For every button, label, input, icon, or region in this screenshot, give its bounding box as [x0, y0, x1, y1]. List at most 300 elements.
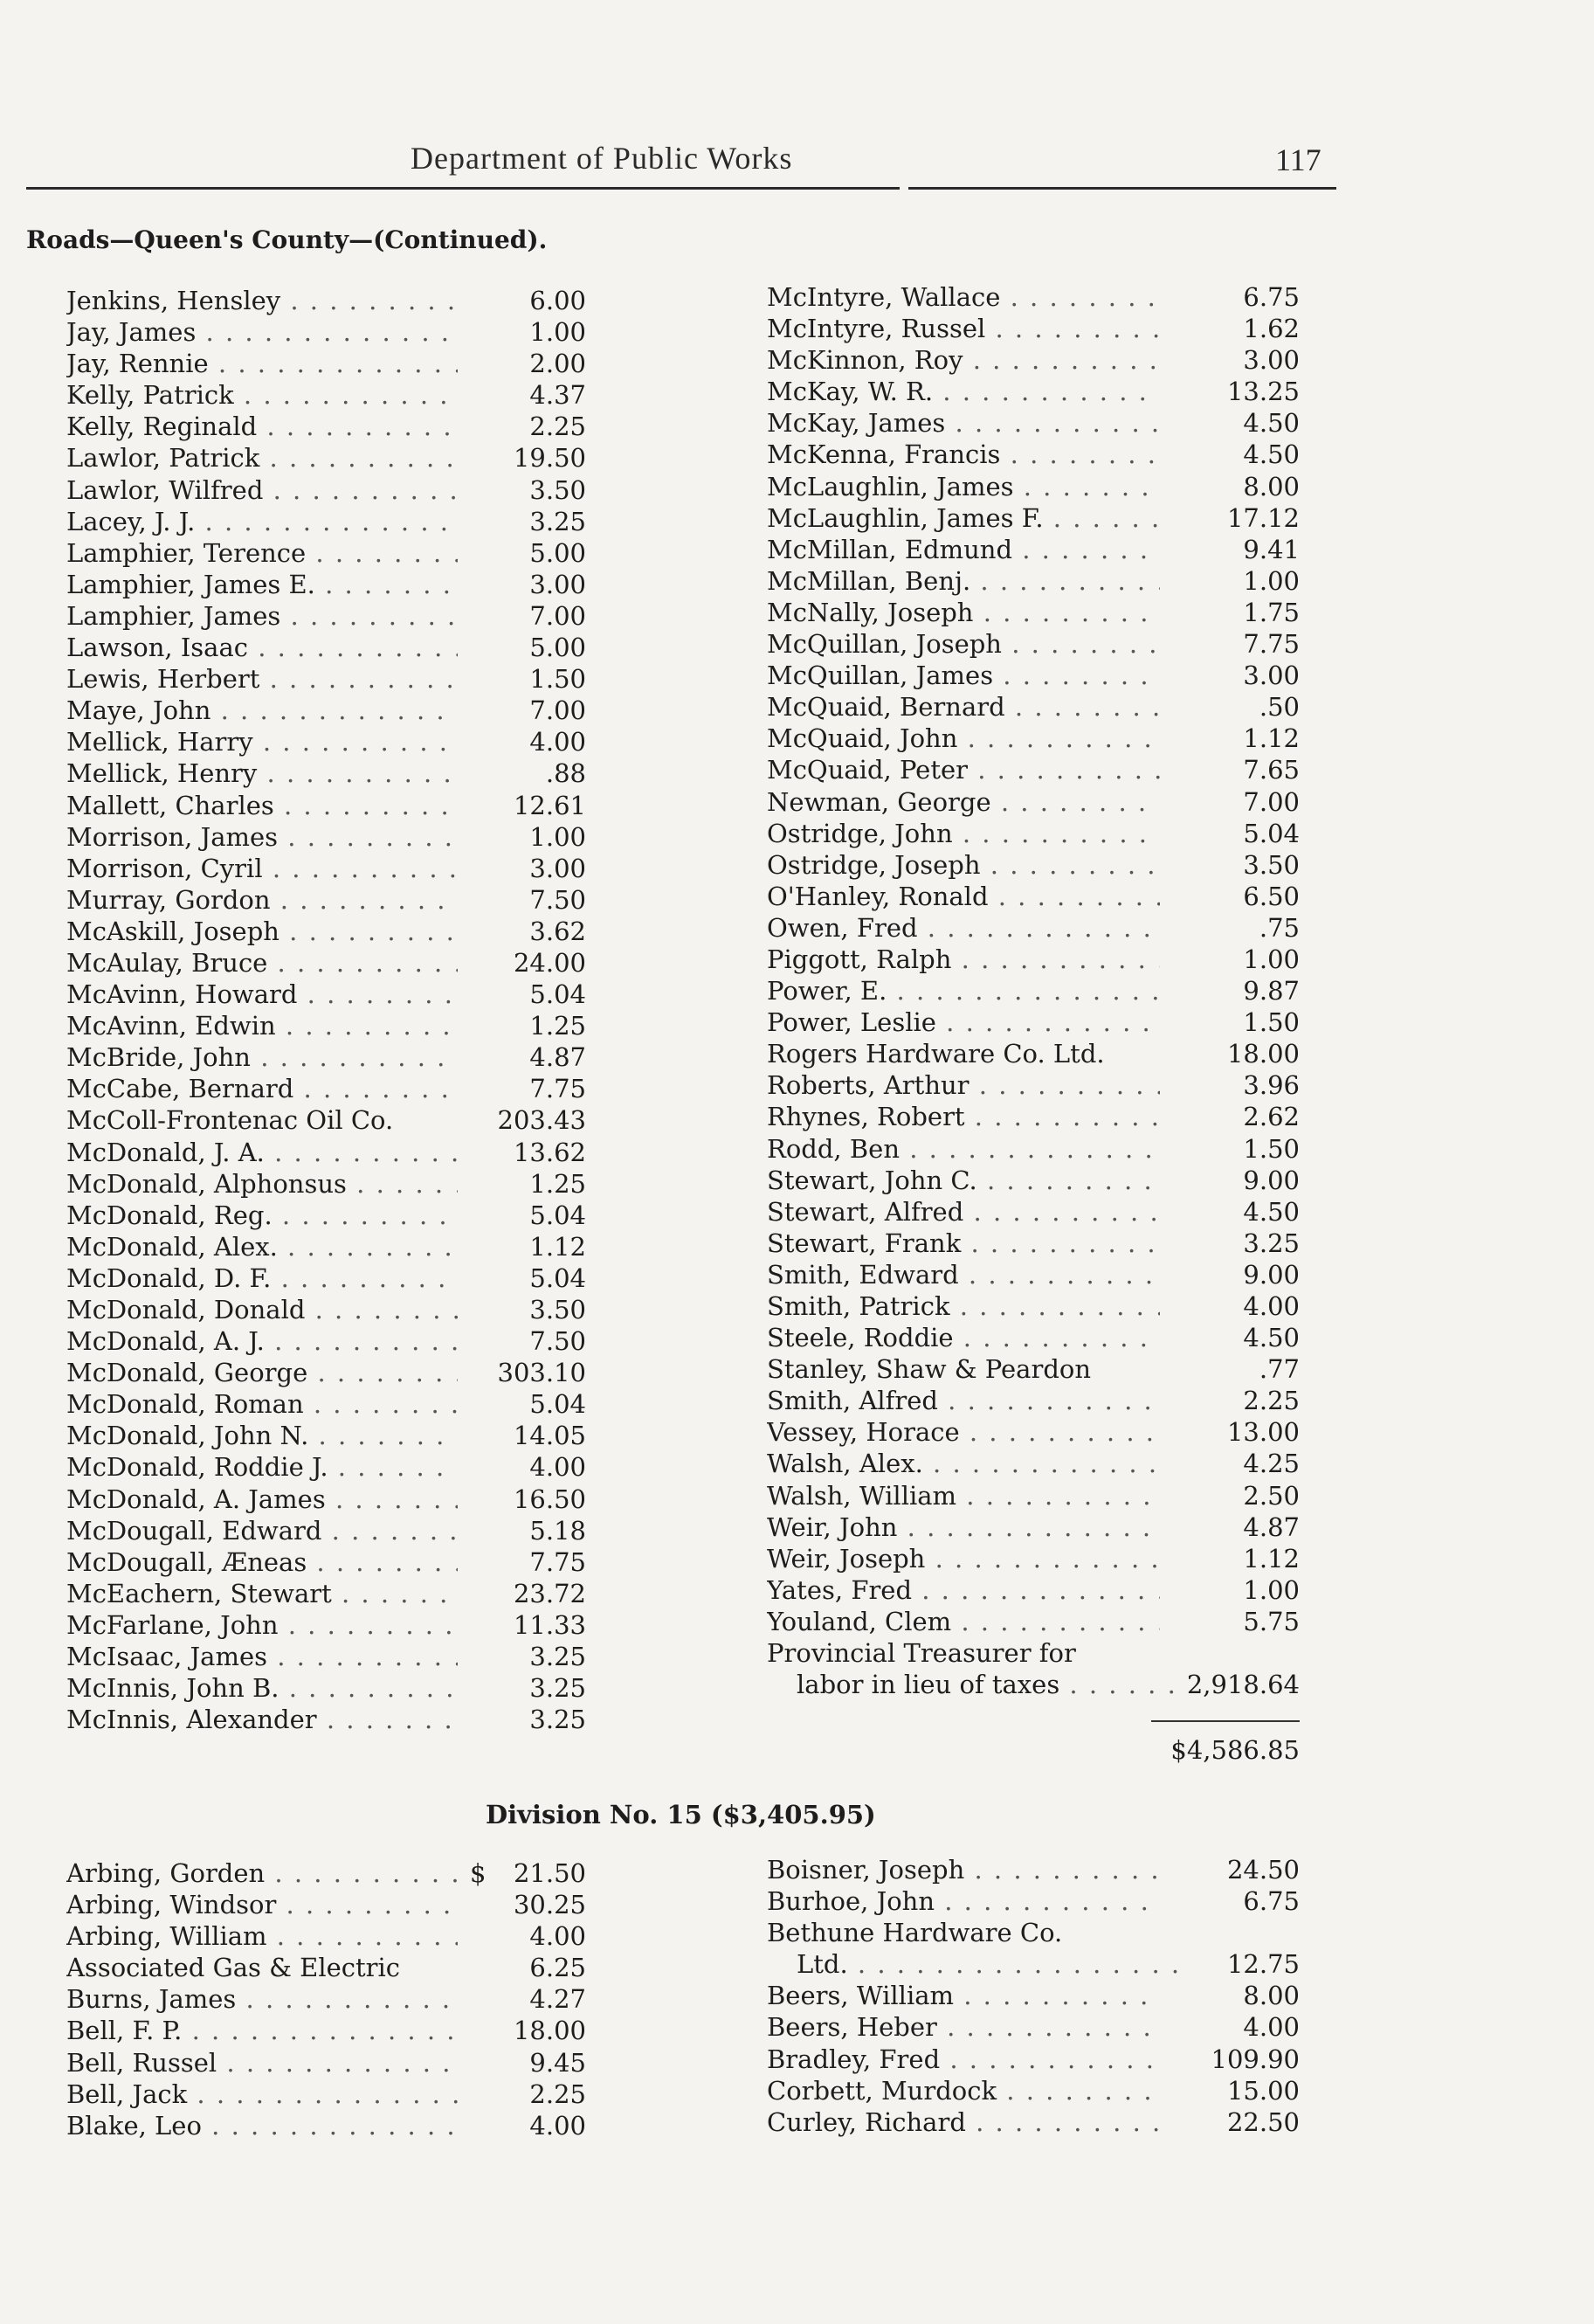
payment-amount: 3.00 — [529, 569, 586, 599]
payment-amount: 9.45 — [529, 2047, 586, 2078]
payee-name: Power, E. . . . — [767, 975, 1160, 1006]
payment-amount: 2.50 — [1243, 1480, 1300, 1511]
payment-amount: 6.75 — [1243, 1886, 1300, 1917]
ledger-row — [767, 1606, 1301, 1637]
ledger-row — [767, 2075, 1301, 2106]
payment-amount: 7.00 — [1243, 786, 1300, 817]
ledger-row — [767, 818, 1301, 849]
ledger-row — [767, 502, 1301, 534]
queens-total: $4,586.85 — [1170, 1735, 1300, 1765]
payee-name: Piggott, Ralph . . . — [767, 944, 1160, 975]
ledger-row — [66, 1920, 590, 1952]
ledger-row — [66, 695, 590, 726]
payee-name: McDonald, Roddie J. . . . — [66, 1451, 458, 1483]
ledger-row — [66, 947, 590, 979]
payment-amount: 15.00 — [1226, 2075, 1300, 2106]
payment-amount: 109.90 — [1211, 2044, 1300, 2074]
ledger-row — [66, 1952, 590, 1983]
payment-amount: 1.00 — [1243, 565, 1300, 596]
ledger-row — [767, 1069, 1301, 1101]
payee-name: McAvinn, Edwin . . . — [66, 1010, 458, 1041]
payee-name: Lewis, Herbert . . . — [66, 663, 458, 695]
ledger-row — [767, 786, 1301, 818]
payee-name: Jenkins, Hensley . . . — [66, 285, 458, 316]
payee-name: Lamphier, James E. . . . — [66, 569, 458, 600]
payment-amount: 18.00 — [513, 2016, 586, 2046]
ledger-row — [66, 379, 590, 411]
payee-name: Lawlor, Wilfred . . . — [66, 474, 458, 506]
ledger-row — [66, 2047, 590, 2078]
payment-amount: 203.43 — [497, 1105, 586, 1136]
payee-name: McQuillan, Joseph . . . — [767, 628, 1160, 660]
section-title: Roads—Queen's County—(Continued). — [26, 225, 548, 254]
payee-name: Jay, James . . . — [66, 316, 458, 348]
ledger-row — [66, 1484, 590, 1515]
ledger-row — [767, 975, 1301, 1006]
payment-amount: 6.25 — [529, 1953, 586, 1983]
payment-amount: 13.00 — [1226, 1417, 1300, 1448]
payment-amount: 2.25 — [529, 412, 586, 442]
ledger-row — [66, 1451, 590, 1483]
payment-amount: 17.12 — [1226, 502, 1300, 533]
payee-name: McIsaac, James . . . — [66, 1641, 458, 1672]
payment-amount: 4.00 — [529, 1452, 586, 1483]
payee-name: McKay, James . . . — [767, 407, 1160, 439]
payee-name: McQuaid, Peter . . . — [767, 754, 1160, 785]
payment-amount: 24.50 — [1226, 1855, 1300, 1885]
payee-name: McDonald, John N. . . . — [66, 1420, 458, 1451]
payment-amount: 6.75 — [1243, 282, 1300, 312]
payment-amount: 2.62 — [1243, 1102, 1300, 1132]
payee-name: McIntyre, Russel . . . — [767, 313, 1160, 344]
payee-name: McLaughlin, James F. . . . — [767, 502, 1160, 534]
payee-name: Stanley, Shaw & Peardon — [767, 1354, 1092, 1385]
ledger-row — [767, 912, 1301, 944]
ledger-row — [767, 407, 1301, 439]
payee-name: Lacey, J. J. . . . — [66, 506, 458, 537]
payee-name: McFarlane, John . . . — [66, 1609, 458, 1641]
payment-amount: 1.62 — [1243, 314, 1300, 344]
ledger-row — [66, 1546, 590, 1578]
ledger-row — [767, 1416, 1301, 1448]
payee-name: Stewart, Frank . . . — [767, 1228, 1160, 1259]
ledger-row — [767, 439, 1301, 470]
ledger-row — [66, 916, 590, 947]
ledger-row — [66, 442, 590, 474]
payment-amount: 8.00 — [1243, 1981, 1300, 2011]
division-heading: Division No. 15 ($3,405.95) — [486, 1800, 876, 1829]
payee-name: Walsh, Alex. . . . — [767, 1448, 1160, 1479]
ledger-row — [767, 1980, 1301, 2011]
payment-amount: 23.72 — [513, 1578, 586, 1608]
payment-amount: 1.50 — [1243, 1133, 1300, 1164]
payment-amount: 3.00 — [1243, 345, 1300, 376]
payment-amount: 9.00 — [1243, 1165, 1300, 1195]
ledger-row — [66, 1641, 590, 1672]
ledger-row — [66, 1857, 590, 1889]
page-header — [26, 140, 1336, 192]
payment-amount: 21.50 — [513, 1858, 586, 1888]
ledger-row — [767, 881, 1301, 912]
ledger-row — [66, 1010, 590, 1041]
payee-name: McBride, John . . . — [66, 1041, 458, 1073]
payee-name: Youland, Clem . . . — [767, 1606, 1160, 1637]
payee-name: Lamphier, Terence . . . — [66, 537, 458, 569]
payment-amount: 3.25 — [529, 1705, 586, 1735]
ledger-row — [66, 1420, 590, 1451]
payee-name: Bethune Hardware Co. — [767, 1918, 1063, 1948]
ledger-row — [767, 691, 1301, 723]
header-rule-left — [26, 187, 900, 190]
payee-name: Roberts, Arthur . . . — [767, 1069, 1160, 1101]
payee-name: McLaughlin, James . . . — [767, 471, 1160, 502]
payment-amount: 7.50 — [529, 1326, 586, 1357]
ledger-row — [66, 632, 590, 663]
ledger-row — [767, 849, 1301, 881]
payee-name: Lawson, Isaac . . . — [66, 632, 458, 663]
payment-amount: 3.96 — [1243, 1070, 1300, 1101]
payee-name: McDougall, Edward . . . — [66, 1515, 458, 1546]
payment-amount: 24.00 — [513, 947, 586, 978]
payment-amount: 2.25 — [529, 2078, 586, 2109]
payee-name: Smith, Patrick . . . — [767, 1290, 1160, 1322]
ledger-row — [66, 884, 590, 916]
payment-amount: 13.62 — [513, 1137, 586, 1167]
payment-amount: 1.25 — [529, 1168, 586, 1199]
ledger-row — [767, 1948, 1301, 1980]
ledger-row — [767, 1917, 1301, 1948]
payee-name: Beers, William . . . — [767, 1980, 1160, 2011]
payee-name: Arbing, Windsor . . . — [66, 1889, 458, 1920]
payment-amount: 6.50 — [1243, 881, 1300, 911]
payment-amount: 4.37 — [529, 380, 586, 411]
ledger-row — [767, 376, 1301, 407]
payment-amount: 5.04 — [529, 1262, 586, 1293]
payment-amount: 5.00 — [529, 633, 586, 663]
ledger-row — [66, 474, 590, 506]
ledger-row — [767, 1854, 1301, 1885]
ledger-row — [767, 2106, 1301, 2138]
ledger-row — [767, 1133, 1301, 1165]
payee-name: Burns, James . . . — [66, 1983, 458, 2015]
queens-left-column — [66, 285, 590, 1735]
ledger-row — [767, 1574, 1301, 1606]
payment-amount: 3.50 — [529, 1295, 586, 1325]
payee-name: McColl-Frontenac Oil Co. — [66, 1105, 394, 1136]
payment-amount: 18.00 — [1226, 1039, 1300, 1069]
payment-amount: 4.50 — [1243, 408, 1300, 439]
payee-name: McQuillan, James . . . — [767, 660, 1160, 691]
payment-amount: 1.00 — [529, 317, 586, 348]
payee-name: McDonald, J. A. . . . — [66, 1137, 458, 1168]
payee-name: McInnis, John B. . . . — [66, 1672, 458, 1704]
payment-amount: 14.05 — [513, 1421, 586, 1451]
payment-amount: 4.00 — [1243, 2012, 1300, 2043]
payee-name: McDonald, Alex. . . . — [66, 1231, 458, 1262]
payment-amount: 3.25 — [529, 1642, 586, 1672]
payee-name: Weir, Joseph . . . — [767, 1543, 1160, 1574]
payment-amount: 3.25 — [529, 506, 586, 536]
ledger-row — [767, 1038, 1301, 1069]
payee-name: Smith, Alfred . . . — [767, 1385, 1160, 1416]
payment-amount: 7.75 — [529, 1546, 586, 1577]
payee-name: Kelly, Patrick . . . — [66, 379, 458, 411]
payment-amount: 7.50 — [529, 884, 586, 915]
payee-name: Stewart, Alfred . . . — [767, 1196, 1160, 1228]
payee-name: Rogers Hardware Co. Ltd. — [767, 1039, 1105, 1069]
payment-amount: 30.25 — [513, 1890, 586, 1920]
payment-amount: .50 — [1259, 692, 1300, 723]
ledger-row — [66, 285, 590, 316]
ledger-row — [66, 1200, 590, 1231]
payment-amount: 13.25 — [1226, 377, 1300, 407]
payee-name: Power, Leslie . . . — [767, 1006, 1160, 1038]
payment-amount: 3.62 — [529, 916, 586, 946]
ledger-row — [767, 1543, 1301, 1574]
ledger-row — [767, 1006, 1301, 1038]
payee-name: McEachern, Stewart . . . — [66, 1578, 458, 1609]
payment-amount: 9.00 — [1243, 1259, 1300, 1290]
payment-amount: 22.50 — [1226, 2106, 1300, 2137]
payee-name: McDonald, Reg. . . . — [66, 1200, 458, 1231]
payee-name: Smith, Edward . . . — [767, 1259, 1160, 1290]
payee-name: Owen, Fred . . . — [767, 912, 1160, 944]
payee-name: labor in lieu of taxes . . . — [797, 1669, 1190, 1700]
payment-amount: 4.00 — [529, 2110, 586, 2141]
payee-name: Boisner, Joseph . . . — [767, 1854, 1160, 1885]
payment-amount: 3.50 — [529, 474, 586, 505]
payment-amount: 1.25 — [529, 1011, 586, 1041]
payee-name: McAskill, Joseph . . . — [66, 916, 458, 947]
ledger-row — [66, 1578, 590, 1609]
payee-name: Bell, Russel . . . — [66, 2047, 458, 2078]
payment-amount: 6.00 — [529, 286, 586, 315]
payee-name: McMillan, Benj. . . . — [767, 565, 1160, 597]
payment-amount: 4.00 — [529, 727, 586, 757]
payee-name: McDougall, Æneas . . . — [66, 1546, 458, 1578]
ledger-row — [767, 944, 1301, 975]
payment-amount: 5.04 — [529, 1389, 586, 1420]
payee-name: Beers, Heber . . . — [767, 2011, 1160, 2043]
ledger-row — [66, 1609, 590, 1641]
ledger-row — [66, 569, 590, 600]
payment-amount: 11.33 — [513, 1609, 586, 1640]
ledger-row — [767, 281, 1301, 313]
ledger-row — [767, 660, 1301, 691]
payee-name: Stewart, John C. . . . — [767, 1165, 1160, 1196]
ledger-row — [66, 1168, 590, 1200]
payment-amount: 2.00 — [529, 349, 586, 379]
ledger-row — [767, 471, 1301, 502]
payee-name: Morrison, James . . . — [66, 821, 458, 853]
ledger-row — [767, 1885, 1301, 1917]
payment-amount: 8.00 — [1243, 471, 1300, 501]
currency-symbol: $ — [470, 1858, 486, 1888]
ledger-row — [66, 2078, 590, 2110]
payee-name: McIntyre, Wallace . . . — [767, 281, 1160, 313]
payee-name: Vessey, Horace . . . — [767, 1416, 1160, 1448]
ledger-row — [767, 1322, 1301, 1353]
payee-name: Newman, George . . . — [767, 786, 1160, 818]
payment-amount: 1.00 — [1243, 944, 1300, 974]
payment-amount: 5.18 — [529, 1515, 586, 1546]
ledger-row — [767, 1196, 1301, 1228]
ledger-row — [767, 1511, 1301, 1543]
payment-amount: 2,918.64 — [1186, 1670, 1300, 1700]
payee-name: Arbing, William . . . — [66, 1920, 458, 1952]
payee-name: Corbett, Murdock . . . — [767, 2075, 1160, 2106]
ledger-row — [767, 1228, 1301, 1259]
payee-name: McKay, W. R. . . . — [767, 376, 1160, 407]
payment-amount: 7.75 — [529, 1074, 586, 1104]
ledger-row — [66, 663, 590, 695]
ledger-row — [767, 344, 1301, 376]
payment-amount: 1.75 — [1243, 597, 1300, 627]
payee-name: Bell, Jack . . . — [66, 2078, 458, 2110]
ledger-row — [66, 726, 590, 757]
ledger-row — [767, 723, 1301, 754]
division-left-column — [66, 1857, 590, 2141]
ledger-row — [767, 313, 1301, 344]
payment-amount: .77 — [1259, 1354, 1300, 1385]
ledger-row — [767, 2044, 1301, 2075]
payment-amount: 3.50 — [1243, 849, 1300, 880]
ledger-row — [767, 1448, 1301, 1479]
payment-amount: 4.50 — [1243, 439, 1300, 470]
ledger-row — [767, 628, 1301, 660]
ledger-row — [66, 411, 590, 442]
ledger-row — [66, 1294, 590, 1325]
payment-amount: 7.00 — [529, 600, 586, 631]
ledger-row — [767, 1385, 1301, 1416]
payment-amount: 7.75 — [1243, 629, 1300, 660]
ledger-row — [767, 1669, 1301, 1700]
payee-name: Steele, Roddie . . . — [767, 1322, 1160, 1353]
payment-amount: 16.50 — [513, 1484, 586, 1514]
payee-name: Lamphier, James . . . — [66, 600, 458, 632]
payee-name: McDonald, D. F. . . . — [66, 1262, 458, 1294]
ledger-row — [66, 821, 590, 853]
payee-name: McCabe, Bernard . . . — [66, 1073, 458, 1104]
payment-amount: 1.00 — [1243, 1574, 1300, 1605]
payee-name: McNally, Joseph . . . — [767, 597, 1160, 628]
payee-name: Lawlor, Patrick . . . — [66, 442, 458, 474]
ledger-row — [767, 1165, 1301, 1196]
payee-name: Ostridge, Joseph . . . — [767, 849, 1160, 881]
payment-amount: 4.00 — [529, 1921, 586, 1952]
payee-name: Yates, Fred . . . — [767, 1574, 1160, 1606]
ledger-row — [66, 316, 590, 348]
payee-name: Ltd. . . . — [797, 1948, 1190, 1980]
payee-name: McKinnon, Roy . . . — [767, 344, 1160, 376]
queens-right-column — [767, 281, 1301, 1700]
ledger-row — [767, 597, 1301, 628]
payment-amount: 1.12 — [529, 1231, 586, 1262]
payment-amount: 4.87 — [1243, 1511, 1300, 1542]
ledger-row — [767, 1290, 1301, 1322]
payee-name: Associated Gas & Electric — [66, 1953, 401, 1983]
payment-amount: 3.25 — [529, 1673, 586, 1704]
ledger-row — [767, 1353, 1301, 1385]
payment-amount: 4.00 — [1243, 1291, 1300, 1321]
payee-name: Provincial Treasurer for — [767, 1638, 1076, 1669]
ledger-row — [767, 754, 1301, 785]
ledger-row — [66, 348, 590, 379]
ledger-row — [66, 1262, 590, 1294]
payee-name: Arbing, Gorden . . . — [66, 1857, 458, 1889]
ledger-row — [66, 1325, 590, 1357]
payment-amount: 7.65 — [1243, 755, 1300, 785]
payment-amount: 3.25 — [1243, 1228, 1300, 1258]
header-rule-right — [908, 187, 1336, 190]
payment-amount: 9.87 — [1243, 976, 1300, 1006]
ledger-row — [66, 2110, 590, 2141]
ledger-row — [66, 1515, 590, 1546]
payment-amount: 5.75 — [1243, 1606, 1300, 1636]
payment-amount: 1.12 — [1243, 1543, 1300, 1574]
payment-amount: 5.04 — [529, 1200, 586, 1230]
ledger-row — [66, 1231, 590, 1262]
payee-name: McDonald, A. J. . . . — [66, 1325, 458, 1357]
payee-name: Curley, Richard . . . — [767, 2106, 1160, 2138]
payee-name: Ostridge, John . . . — [767, 818, 1160, 849]
payee-name: O'Hanley, Ronald . . . — [767, 881, 1160, 912]
payee-name: Blake, Leo . . . — [66, 2110, 458, 2141]
ledger-row — [66, 600, 590, 632]
payee-name: McAvinn, Howard . . . — [66, 979, 458, 1010]
payment-amount: 1.50 — [1243, 1007, 1300, 1038]
payee-name: Maye, John . . . — [66, 695, 458, 726]
payment-amount: 9.41 — [1243, 534, 1300, 564]
ledger-row — [767, 565, 1301, 597]
payment-amount: 4.50 — [1243, 1196, 1300, 1227]
payment-amount: .88 — [545, 758, 586, 789]
payment-amount: 12.61 — [513, 790, 586, 820]
ledger-row — [767, 1101, 1301, 1132]
ledger-row — [66, 1889, 590, 1920]
ledger-row — [66, 2015, 590, 2046]
payee-name: McMillan, Edmund . . . — [767, 534, 1160, 565]
ledger-row — [66, 1104, 590, 1136]
payment-amount: 1.00 — [529, 821, 586, 852]
payment-amount: 1.50 — [529, 664, 586, 695]
ledger-row — [66, 1357, 590, 1388]
ledger-row — [66, 790, 590, 821]
payment-amount: 3.00 — [1243, 661, 1300, 691]
payment-amount: 5.04 — [1243, 818, 1300, 848]
payment-amount: 303.10 — [497, 1358, 586, 1388]
payee-name: McInnis, Alexander . . . — [66, 1704, 458, 1735]
payee-name: Morrison, Cyril . . . — [66, 853, 458, 884]
ledger-row — [767, 1480, 1301, 1511]
total-rule — [1151, 1720, 1300, 1722]
payee-name: Murray, Gordon . . . — [66, 884, 458, 916]
ledger-row — [66, 537, 590, 569]
payee-name: Jay, Rennie . . . — [66, 348, 458, 379]
ledger-row — [66, 506, 590, 537]
payment-amount: 4.50 — [1243, 1323, 1300, 1353]
payment-amount: 7.00 — [529, 695, 586, 726]
payee-name: Weir, John . . . — [767, 1511, 1160, 1543]
payee-name: McDonald, Alphonsus . . . — [66, 1168, 458, 1200]
payee-name: McDonald, George . . . — [66, 1357, 458, 1388]
payee-name: Mellick, Henry . . . — [66, 757, 458, 789]
payee-name: Bradley, Fred . . . — [767, 2044, 1160, 2075]
payee-name: McAulay, Bruce . . . — [66, 947, 458, 979]
payee-name: McQuaid, Bernard . . . — [767, 691, 1160, 723]
page-title: Department of Public Works — [411, 141, 793, 176]
ledger-row — [767, 2011, 1301, 2043]
